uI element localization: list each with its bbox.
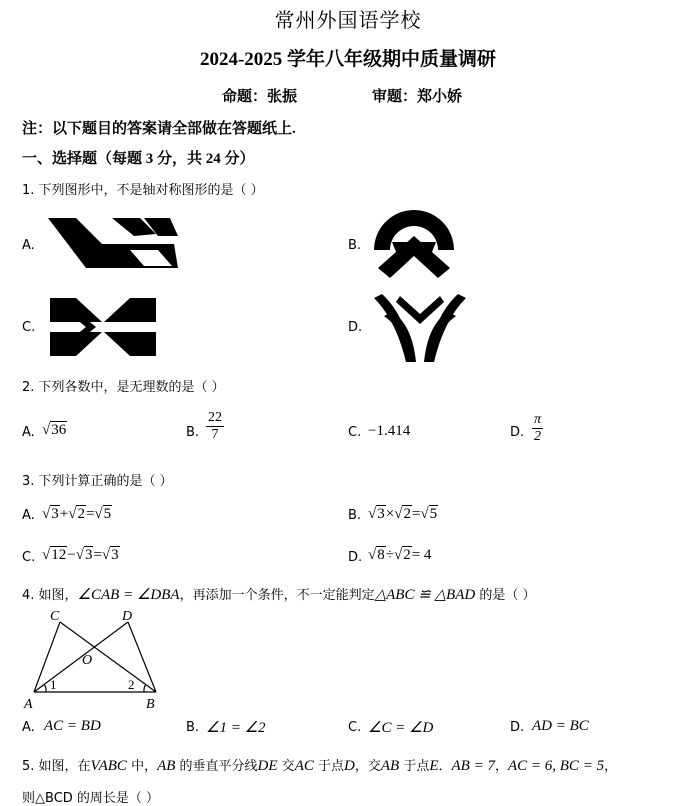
q5-math-3: DE <box>257 758 278 774</box>
q4-stem-math2: △ABC ≌ △BAD <box>374 587 476 603</box>
q4-option-c: ∠C = ∠D <box>368 720 434 736</box>
q2-stem: 2. 下列各数中，是无理数的是（ ） <box>22 380 225 395</box>
q3-option-c-label: C. <box>22 550 36 565</box>
q3-option-d: √8÷√2= 4 <box>368 547 432 563</box>
q1-figure-b <box>372 206 456 280</box>
q3-option-b: √3×√2=√5 <box>368 506 438 522</box>
q3-a-term2: 2 <box>77 506 85 522</box>
q2-option-c-label: C. <box>348 425 362 440</box>
section-heading: 一、选择题（每题 3 分，共 24 分） <box>22 151 255 167</box>
q4-option-c-label: C. <box>348 720 362 735</box>
q5-math-4: AC <box>294 758 314 774</box>
q3-b-term3: 5 <box>429 506 438 522</box>
q5-math-8: AB = 7 <box>451 758 495 774</box>
q4-stem <box>22 584 535 604</box>
q3-a-term3: 5 <box>103 506 112 522</box>
q3-c-eq: = <box>93 547 102 563</box>
q1-option-c-label: C. <box>22 320 36 335</box>
q4-option-d-label: D. <box>510 720 525 735</box>
q2-option-d-numerator: π <box>534 412 542 427</box>
segment-da <box>34 622 128 692</box>
q3-b-eq: = <box>411 506 421 522</box>
q5-math-2: AB <box>157 758 176 774</box>
q5-text-7: 于点 <box>399 759 430 774</box>
q2-option-b-label: B. <box>186 425 200 440</box>
q3-option-a: √3+√2=√5 <box>42 506 112 522</box>
q2-option-d <box>532 412 543 445</box>
q3-c-term1: 12 <box>51 547 67 563</box>
q5-text-1: 5. 如图，在 <box>22 759 91 774</box>
q4-stem-math: ∠CAB = ∠DBA <box>77 587 180 603</box>
q3-a-op: + <box>59 506 69 522</box>
q4-option-b-label: B. <box>186 720 200 735</box>
q1-figure-d <box>370 290 470 366</box>
q2-option-c: −1.414 <box>368 423 411 439</box>
q4-option-a: AC = BD <box>44 718 101 734</box>
q3-c-op: − <box>67 547 76 563</box>
q3-option-a-label: A. <box>22 508 35 523</box>
q2-option-b-denominator: 7 <box>211 427 219 442</box>
q3-c-term2: 3 <box>84 547 93 563</box>
q4-option-d: AD = BC <box>532 718 589 734</box>
q4-figure <box>20 608 170 712</box>
q5-text-8: ． <box>438 759 452 774</box>
angle-label-2: 2 <box>128 677 135 692</box>
q3-option-d-label: D. <box>348 550 363 565</box>
q5-math-9: AC = 6, BC = 5 <box>507 758 605 774</box>
angle-label-1: 1 <box>50 677 57 692</box>
angle-1-arc <box>44 684 46 692</box>
angle-2-arc <box>144 684 146 692</box>
q3-d-term2: 2 <box>403 547 411 563</box>
point-label-c: C <box>50 609 60 624</box>
q5-text-2: 中， <box>126 759 158 774</box>
q1-figure-a <box>46 214 180 270</box>
q2-option-a-label: A. <box>22 425 35 440</box>
q3-b-term1: 3 <box>377 506 385 522</box>
point-label-a: A <box>24 697 33 712</box>
q2-option-d-label: D. <box>510 425 525 440</box>
q5-text-6: ，交 <box>354 759 381 774</box>
answer-note: 注：以下题目的答案请全部做在答题纸上. <box>22 121 296 137</box>
q3-c-term3: 3 <box>111 547 119 563</box>
q5-text-9: ， <box>494 759 508 774</box>
q3-d-op: ÷ <box>385 547 394 563</box>
q2-option-a: √36 <box>42 422 67 438</box>
q5-text-5: 于点 <box>313 759 344 774</box>
q1-stem: 1. 下列图形中，不是轴对称图形的是（ ） <box>22 183 264 198</box>
q3-b-op: × <box>385 506 395 522</box>
q3-option-b-label: B. <box>348 508 362 523</box>
q4-stem-post: 的是（ ） <box>475 588 536 603</box>
q4-stem-mid: ，再添加一个条件，不一定能判定 <box>179 588 375 603</box>
q2-option-b-numerator: 22 <box>208 410 222 425</box>
q4-option-a-label: A. <box>22 720 35 735</box>
q3-a-eq: = <box>85 506 95 522</box>
q3-d-term1: 8 <box>377 547 385 563</box>
q5-stem <box>22 755 617 775</box>
point-label-b: B <box>146 697 155 712</box>
point-label-o: O <box>82 653 93 668</box>
q5-stem-line2: 则△BCD 的周长是（ ） <box>22 791 160 806</box>
q5-math-6: AB <box>380 758 400 774</box>
q2-option-d-denominator: 2 <box>534 429 541 444</box>
q3-stem: 3. 下列计算正确的是（ ） <box>22 474 173 489</box>
point-label-d: D <box>122 609 133 624</box>
q1-figure-c <box>46 296 160 358</box>
q1-option-a-label: A. <box>22 238 35 253</box>
question-setter: 命题：张振 <box>222 89 298 105</box>
q5-text-3: 的垂直平分线 <box>175 759 258 774</box>
q5-math-5: D <box>344 758 355 774</box>
q5-text-4: 交 <box>277 759 295 774</box>
q2-option-b <box>206 410 224 443</box>
exam-title: 2024-2025 学年八年级期中质量调研 <box>199 49 497 70</box>
q3-option-c: √12−√3=√3 <box>42 547 119 563</box>
q5-math-7: E <box>429 758 439 774</box>
q5-math-1: VABC <box>90 758 127 774</box>
question-reviewer: 审题：郑小娇 <box>372 89 463 105</box>
q3-d-eq: = 4 <box>411 547 432 563</box>
q3-a-term1: 3 <box>51 506 59 522</box>
school-name: 常州外国语学校 <box>274 10 422 32</box>
q2-option-a-radicand: 36 <box>51 422 67 438</box>
q1-option-d-label: D. <box>348 320 363 335</box>
q4-stem-pre: 4. 如图， <box>22 588 78 603</box>
q1-option-b-label: B. <box>348 238 362 253</box>
q4-option-b: ∠1 = ∠2 <box>206 720 266 736</box>
q3-b-term2: 2 <box>403 506 411 522</box>
q5-text-10: ， <box>604 759 618 774</box>
